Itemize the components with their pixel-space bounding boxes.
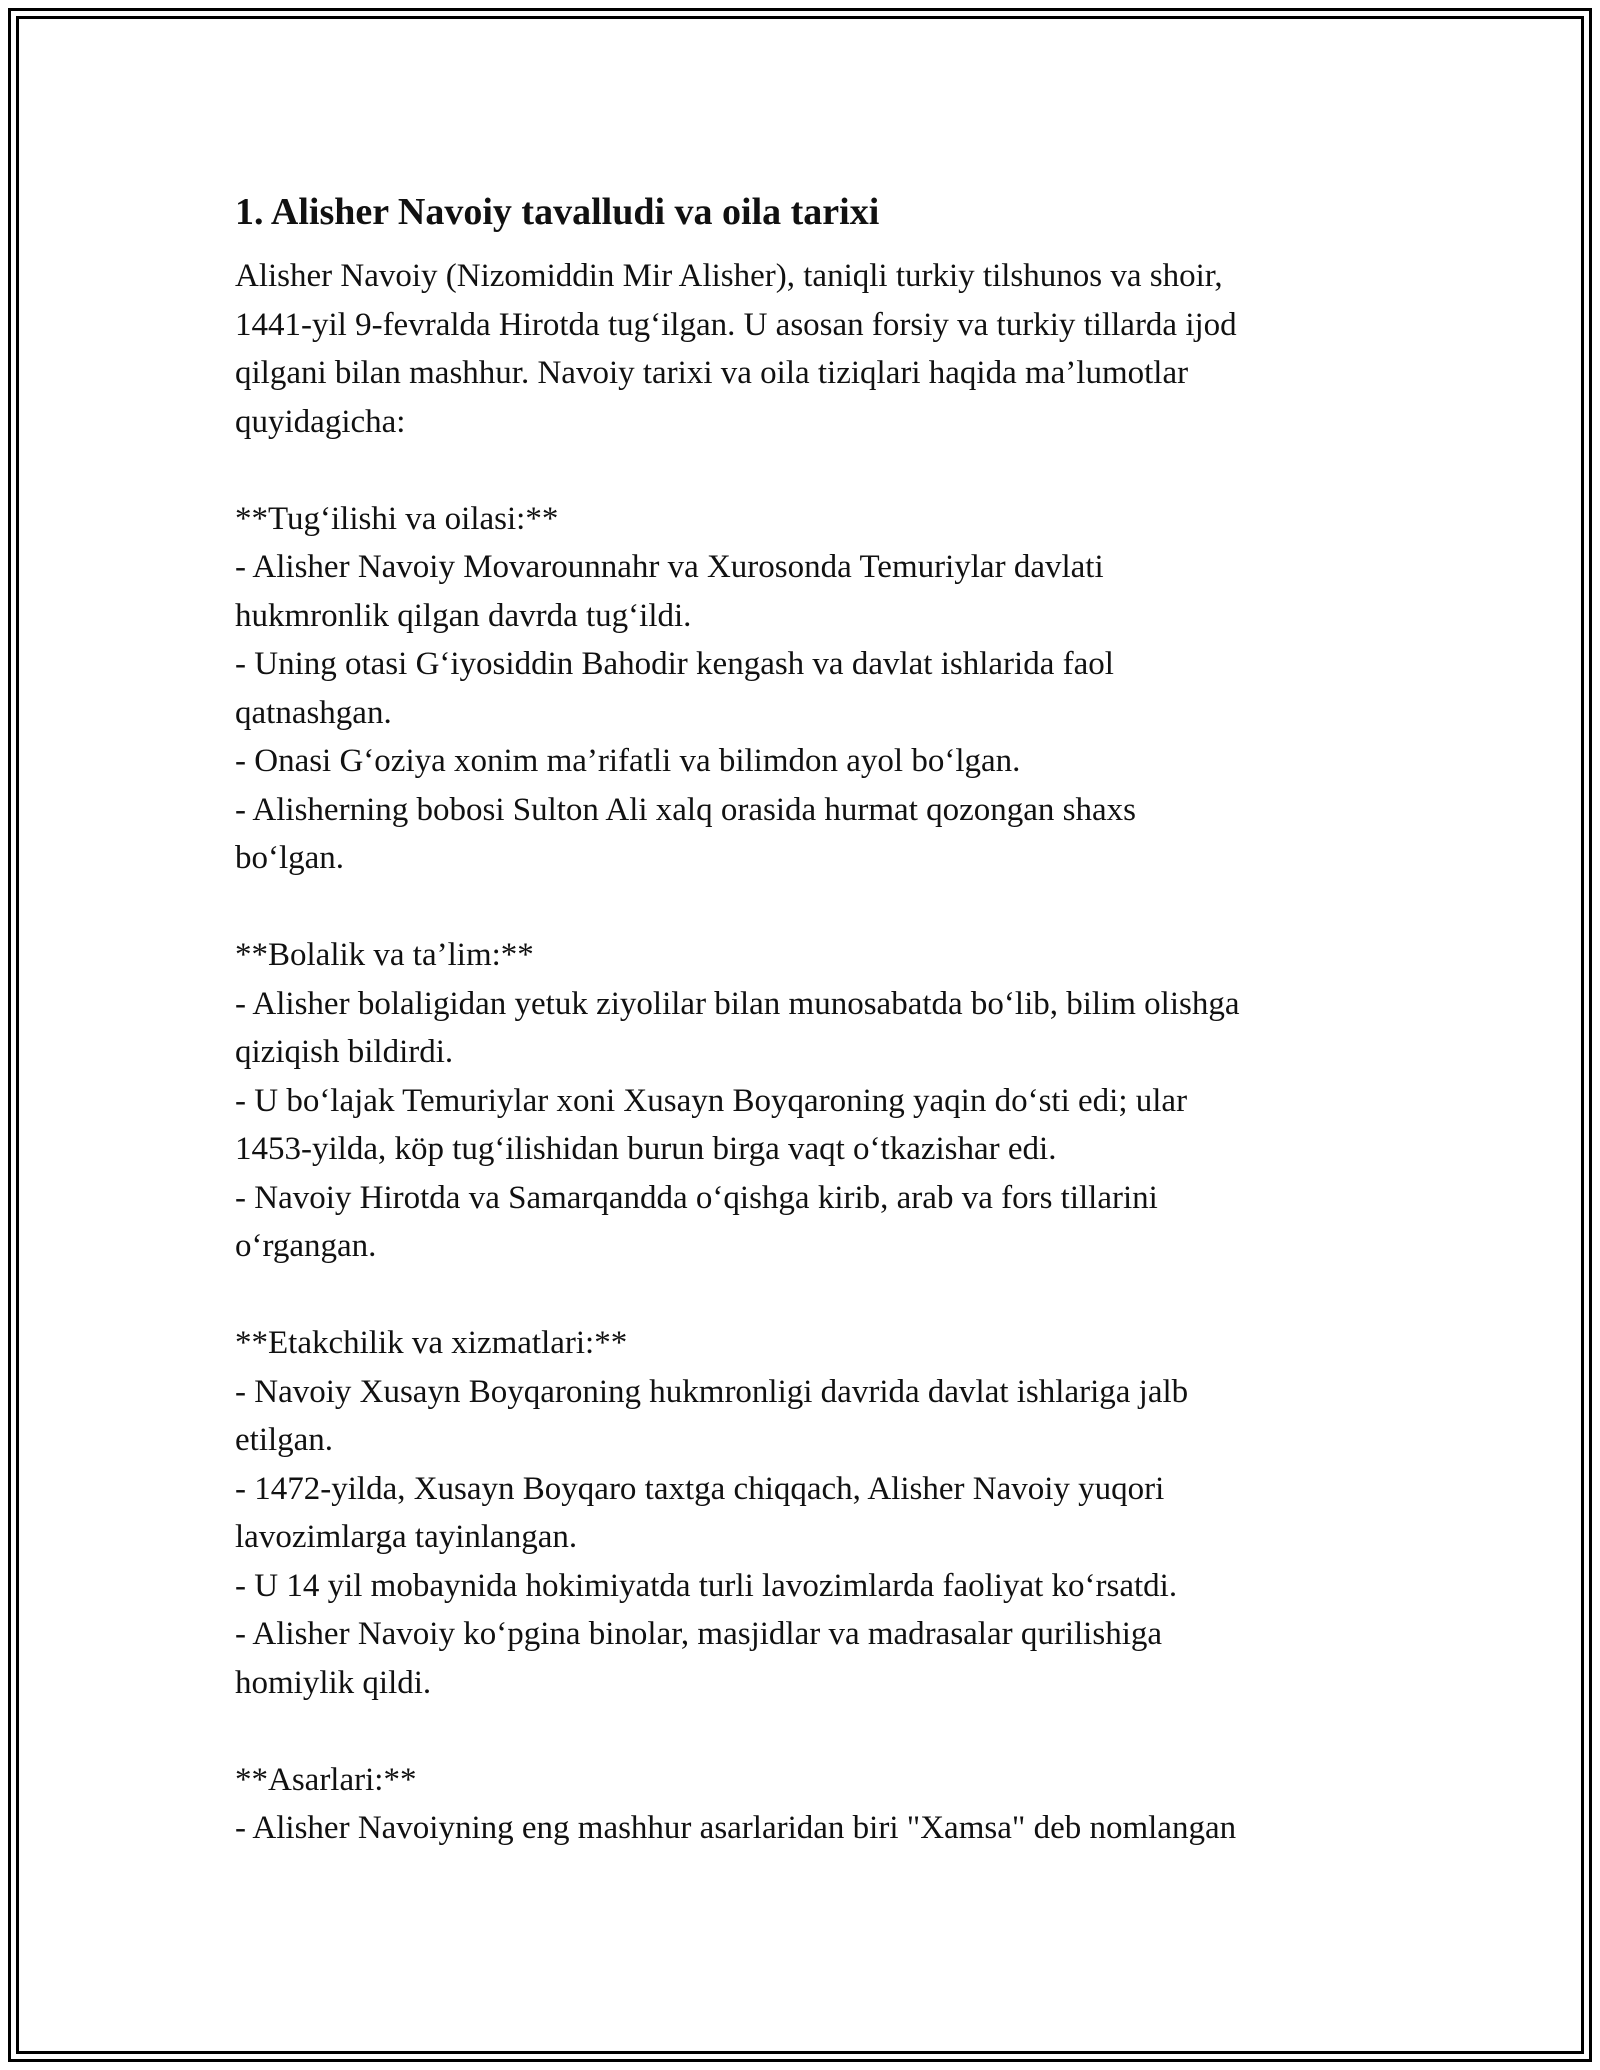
text-line: **Bolalik va ta’lim:** xyxy=(235,937,534,973)
text-line: 1453-yilda, köp tug‘ilishidan burun birga vaqt o‘tkazishar edi. xyxy=(235,1131,1057,1167)
text-line: qilgani bilan mashhur. Navoiy tarixi va oila tiziqlari haqida ma’lumotlar xyxy=(235,355,1189,391)
section-heading: 1. Alisher Navoiy tavalludi va oila tarixi xyxy=(235,191,880,233)
text-line: qatnashgan. xyxy=(235,694,392,731)
text-line: - Onasi G‘oziya xonim ma’rifatli va bilimdon ayol bo‘lgan. xyxy=(235,743,1021,779)
text-line: **Asarlari:** xyxy=(235,1761,417,1798)
text-line: - Navoiy Xusayn Boyqaroning hukmronligi davrida davlat ishlariga jalb xyxy=(235,1373,1189,1410)
text-line: - Navoiy Hirotda va Samarqandda o‘qishga kirib, arab va fors tillarini xyxy=(235,1179,1158,1216)
text-line: qiziqish bildirdi. xyxy=(235,1034,454,1070)
text-line: lavozimlarga tayinlangan. xyxy=(235,1519,578,1555)
text-line: quyidagicha: xyxy=(235,403,406,440)
document-body xyxy=(235,184,1385,1853)
text-line: - Alisher Navoiy ko‘pgina binolar, masjidlar va madrasalar qurilishiga xyxy=(235,1616,1163,1652)
blank-line xyxy=(235,1707,1385,1756)
text-line: **Etakchilik va xizmatlari:** xyxy=(235,1325,628,1361)
blank-line xyxy=(235,883,1385,932)
text-line: o‘rgangan. xyxy=(235,1228,377,1264)
text-line: - U bo‘lajak Temuriylar xoni Xusayn Boyqaroning yaqin do‘sti edi; ular xyxy=(235,1082,1188,1119)
text-line: etilgan. xyxy=(235,1422,334,1458)
blank-line xyxy=(235,446,1385,495)
text-line: homiylik qildi. xyxy=(235,1664,432,1701)
text-line: bo‘lgan. xyxy=(235,840,345,876)
text-line: - Uning otasi G‘iyosiddin Bahodir kengash va davlat ishlarida faol xyxy=(235,646,1114,682)
text-line: - Alisher Navoiyning eng mashhur asarlaridan biri "Xamsa" deb nomlangan xyxy=(235,1810,1237,1846)
text-line: 1441-yil 9-fevralda Hirotda tug‘ilgan. U asosan forsiy va turkiy tillarda ijod xyxy=(235,306,1237,343)
text-line: - Alisherning bobosi Sulton Ali xalq orasida hurmat qozongan shaxs xyxy=(235,791,1136,828)
text-line: - U 14 yil mobaynida hokimiyatda turli lavozimlarda faoliyat ko‘rsatdi. xyxy=(235,1567,1178,1604)
paragraph-lines xyxy=(235,252,1385,1853)
blank-line xyxy=(235,1271,1385,1320)
text-line: Alisher Navoiy (Nizomiddin Mir Alisher), taniqli turkiy tilshunos va shoir, xyxy=(235,258,1223,294)
text-line: - 1472-yilda, Xusayn Boyqaro taxtga chiqqach, Alisher Navoiy yuqori xyxy=(235,1470,1165,1507)
text-line: - Alisher bolaligidan yetuk ziyolilar bilan munosabatda bo‘lib, bilim olishga xyxy=(235,985,1240,1022)
text-line: hukmronlik qilgan davrda tug‘ildi. xyxy=(235,597,692,634)
text-line: **Tug‘ilishi va oilasi:** xyxy=(235,500,559,537)
text-line: - Alisher Navoiy Movarounnahr va Xurosonda Temuriylar davlati xyxy=(235,549,1104,585)
